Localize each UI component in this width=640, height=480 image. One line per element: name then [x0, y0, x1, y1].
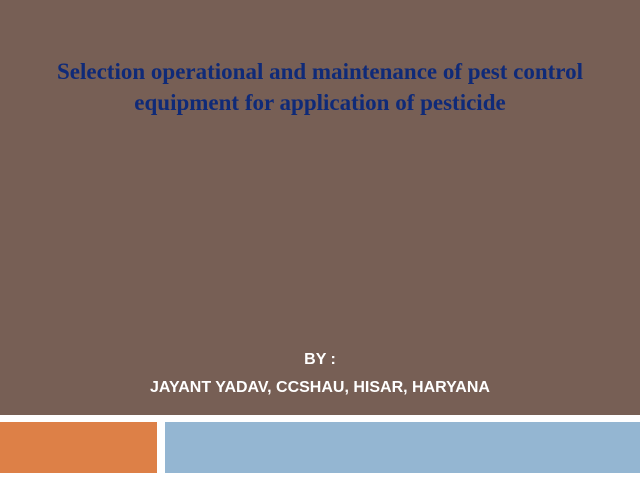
author-line: JAYANT YADAV, CCSHAU, HISAR, HARYANA [150, 379, 490, 396]
slide-title: Selection operational and maintenance of pest control equipment for application of pesticide [57, 59, 583, 115]
byline [20, 350, 620, 398]
accent-bar-blue [165, 422, 640, 473]
by-label: BY : [304, 351, 336, 368]
accent-bar-orange [0, 422, 157, 473]
